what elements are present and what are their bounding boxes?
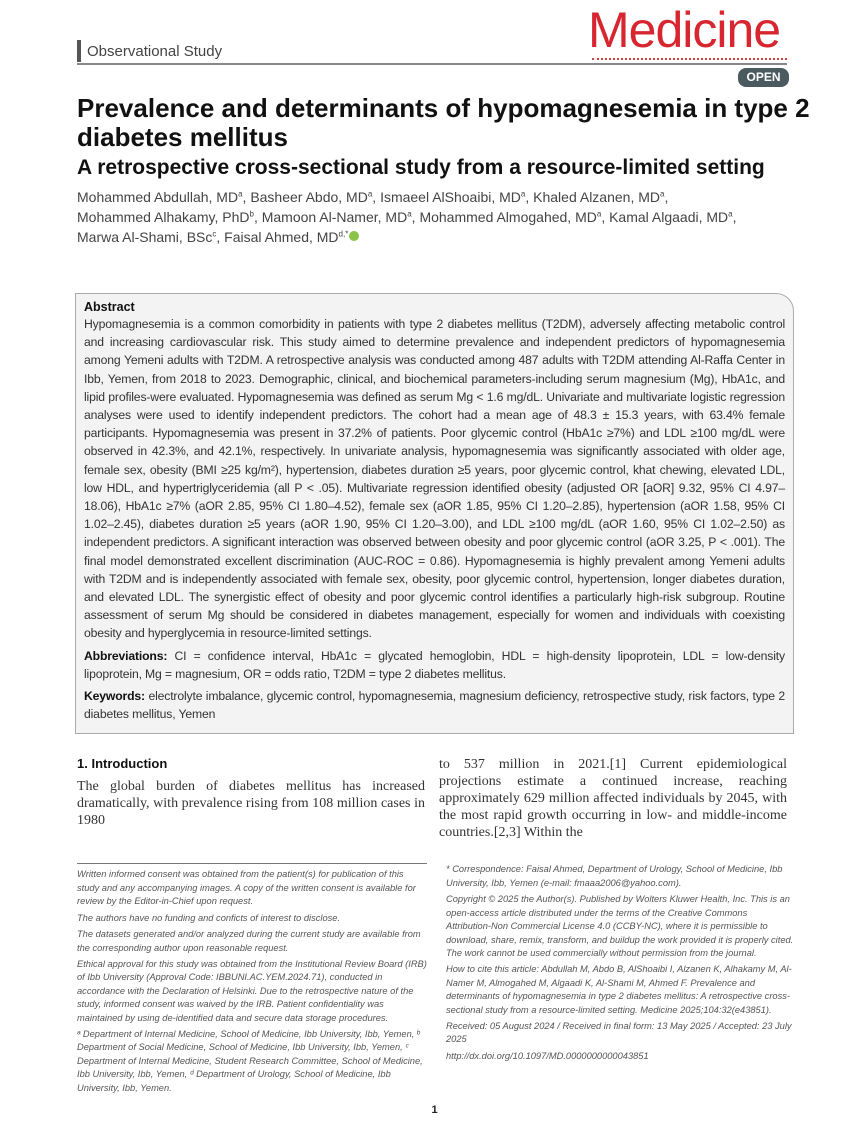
- footnotes-right: [446, 863, 794, 1098]
- author-affiliation: a: [238, 189, 243, 199]
- abstract-text: Hypomagnesemia is a common comorbidity in patients with type 2 diabetes mellitus (T2DM), adversely affecting metabolic control and increasing cardiovascular risk. This study aimed to determine prevalence and independent predictors of hypomagnesemia among Yemeni adults with T2DM. A retrospective analysis was conducted among 487 adults with T2DM attending Al-Raffa Center in Ibb, Yemen, from 2018 to 2023. Demographic, clinical, and biochemical parameters-including serum magnesium (Mg), HbA1c, and lipid profiles-were evaluated. Hypomagnesemia was defined as serum Mg < 1.6 mg/dL. Univariate and multivariate logistic regression analyses were used to identify independent predictors. The cohort had a mean age of 48.3 ± 15.3 years, with 63.4% female participants. Hypomagnesemia was present in 37.2% of patients. Poor glycemic control (HbA1c ≥7%) and LDL ≥100 mg/dL were observed in 42.3%, and 42.1%, respectively. In univariate analysis, hypomagnesemia was significantly associated with older age, female sex, obesity (BMI ≥25 kg/m²), hypertension, diabetes duration ≥5 years, poor glycemic control, khat chewing, elevated LDL, low HDL, and hypertriglyceridemia (all P < .05). Multivariate regression identified obesity (adjusted OR [aOR] 9.32, 95% CI 4.97–18.06), HbA1c ≥7% (aOR 2.85, 95% CI 1.80–4.52), female sex (aOR 1.85, 95% CI 1.20–2.85), hypertension (aOR 1.58, 95% CI 1.02–2.45), diabetes duration ≥5 years (aOR 1.90, 95% CI 1.20–3.00), and LDL ≥100 mg/dL (aOR 1.60, 95% CI 1.02–2.50) as independent predictors. A significant interaction was observed between obesity and poor glycemic control (aOR 3.25, P < .001). The final model demonstrated excellent discrimination (AUC-ROC = 0.86). Hypomagnesemia is highly prevalent among Yemeni adults with T2DM and is independently associated with female sex, obesity, poor glycemic control, hypertension, longer diabetes duration, and elevated LDL. The synergistic effect of obesity and poor glycemic control identifies a particularly high-risk subgroup. Routine assessment of serum Mg should be considered in diabetes management, especially for women and individuals with coexisting obesity and hyperglycemia in resource-limited settings.: [84, 317, 785, 641]
- author-affiliation: c: [212, 229, 217, 239]
- footnote-right: Copyright © 2025 the Author(s). Published by Wolters Kluwer Health, Inc. This is an open-access article distributed under the terms of the Creative Commons Attribution-Non Commercial License 4.0 (CCBY-NC), where it is permissible to download, share, remix, transform, and buildup the work provided it is properly cited. The work cannot be used commercially without permission from the journal.: [446, 894, 794, 958]
- introduction-heading: 1. Introduction: [77, 756, 168, 772]
- author-list: Mohammed Abdullah, $MD^a$, Basheer Abdo, $MD^a$, Ismaeel AlShoaibi, $MD^a$, Khaled Alzanen, $MD^a$, Mohammed Alhakamy, PhD$^b$, Mamoon Al-Namer, $MD^a$, Mohammed Almogahed, $MD^a$, Kamal Algaadi, $MD^a$, Marwa Al-Shami, BSc$^c$, Faisal Ahmed, $MD^{d,*}$: [77, 189, 737, 245]
- logo-underline: [592, 58, 787, 60]
- introduction-left: [77, 756, 425, 841]
- masthead: [77, 2, 792, 94]
- article-subtitle: A retrospective cross-sectional study from a resource-limited setting: [77, 156, 765, 179]
- abbreviations-text: CI = confidence interval, HbA1c = glycated hemoglobin, HDL = high-density lipoprotein, LDL = low-density lipoprotein, Mg = magnesium, OR = odds ratio, T2DM = type 2 diabetes mellitus.: [84, 648, 785, 681]
- article-title: Prevalence and determinants of hypomagnesemia in type 2 diabetes mellitus: [77, 93, 810, 152]
- footnote-left: Written informed consent was obtained from the patient(s) for publication of this study and any accompanying images. A copy of the written consent is available for review by the Editor-in-Chief upon request.: [77, 869, 416, 907]
- author: Faisal Ahmed, MD: [224, 229, 339, 245]
- footnote-right: How to cite this article: Abdullah M, Abdo B, AlShoaibi I, Alzanen K, Alhakamy M, Al-Namer M, Almogahed M, Algaadi K, Al-Shami M, Ahmed F. Prevalence and determinants of hypomagnesemia in type 2 diabetes mellitus: A retrospective cross-sectional study from a resource-limited setting. Medicine 2025;104:32(e43851).: [446, 964, 792, 1015]
- footnotes: [77, 863, 794, 1098]
- abbreviations-label: Abbreviations:: [84, 648, 168, 663]
- author: Mamoon Al-Namer, MD: [261, 209, 408, 225]
- author-affiliation: a: [596, 209, 602, 219]
- footnote-right: Received: 05 August 2024 / Received in final form: 13 May 2025 / Accepted: 23 July 2025: [446, 1020, 792, 1045]
- footnote-left: Ethical approval for this study was obtained from the Institutional Review Board (IRB) of Ibb University (Approval Code: IBBUNI.AC.YEM.2024.71), conducted in accordance with the Declaration of Helsinki. Due to the retrospective nature of the study, informed consent was waived by the IRB. Patient confidentiality was maintained by using de-identified data and secure data storage procedures.: [77, 958, 427, 1023]
- introduction-right-column: to 537 million in 2021.[1] Current epidemiological projections estimate a continued increase, reaching approximately 629 million affected individuals by 2045, with the most rapid growth occurring in low- and middle-income countries.[2,3] Within the: [439, 757, 787, 841]
- header-divider: [77, 63, 787, 65]
- author: Mohammed Abdullah, MD: [77, 189, 239, 205]
- keywords-label: Keywords:: [84, 689, 145, 704]
- abbreviations: [84, 647, 785, 683]
- author-affiliation: a: [407, 209, 412, 219]
- author-affiliation: d,*: [338, 229, 349, 239]
- orcid-icon[interactable]: [349, 231, 359, 241]
- footnotes-left: [77, 863, 427, 1098]
- keywords-text: electrolyte imbalance, glycemic control, hypomagnesemia, magnesium deficiency, retrospective study, risk factors, type 2 diabetes mellitus, Yemen: [84, 689, 785, 722]
- author: Basheer Abdo, MD: [250, 189, 368, 205]
- author-affiliation: a: [367, 189, 373, 199]
- keywords: [84, 687, 785, 723]
- author-affiliation: a: [660, 189, 665, 199]
- introduction-left-column: The global burden of diabetes mellitus has increased dramatically, with prevalence rising from 108 million cases in 1980: [77, 779, 425, 829]
- abstract-box: [75, 293, 794, 734]
- author: Marwa Al-Shami, BSc: [77, 229, 213, 245]
- footnote-left: The authors have no funding and conficts of interest to disclose.: [77, 912, 341, 923]
- author: Mohammed Almogahed, MD: [419, 209, 597, 225]
- article-page: [77, 0, 810, 1126]
- introduction-section: [77, 756, 787, 841]
- footnote-left: The datasets generated and/or analyzed during the current study are available from the corresponding author upon reasonable request.: [77, 929, 421, 953]
- author-affiliation: a: [728, 209, 733, 219]
- footnote-right: http://dx.doi.org/10.1097/MD.0000000000043851: [446, 1050, 649, 1061]
- section-label: Observational Study: [77, 40, 222, 62]
- author-affiliation: b: [249, 209, 254, 219]
- open-access-badge: OPEN: [738, 68, 789, 87]
- author-affiliation: a: [520, 189, 526, 199]
- page-number: 1: [431, 1103, 438, 1116]
- journal-logo: Medicine: [588, 2, 781, 58]
- author: Mohammed Alhakamy, PhD: [77, 209, 250, 225]
- footnote-left: ᵃ Department of Internal Medicine, School of Medicine, Ibb University, Ibb, Yemen, ᵇ Department of Social Medicine, School of Medicine, Ibb University, Ibb, Yemen, ᶜ Department of Internal Medicine, Student Research Committee, School of Medicine, Ibb University, Ibb, Yemen, ᵈ Department of Urology, School of Medicine, Ibb University, Ibb, Yemen.: [77, 1028, 423, 1093]
- author: Kamal Algaadi, MD: [609, 209, 729, 225]
- footnote-right: * Correspondence: Faisal Ahmed, Department of Urology, School of Medicine, Ibb University, Ibb, Yemen (e-mail: fmaaa2006@yahoo.com).: [446, 864, 783, 888]
- author: Khaled Alzanen, MD: [533, 189, 660, 205]
- abstract-heading: Abstract: [84, 300, 135, 314]
- author: Ismaeel AlShoaibi, MD: [380, 189, 521, 205]
